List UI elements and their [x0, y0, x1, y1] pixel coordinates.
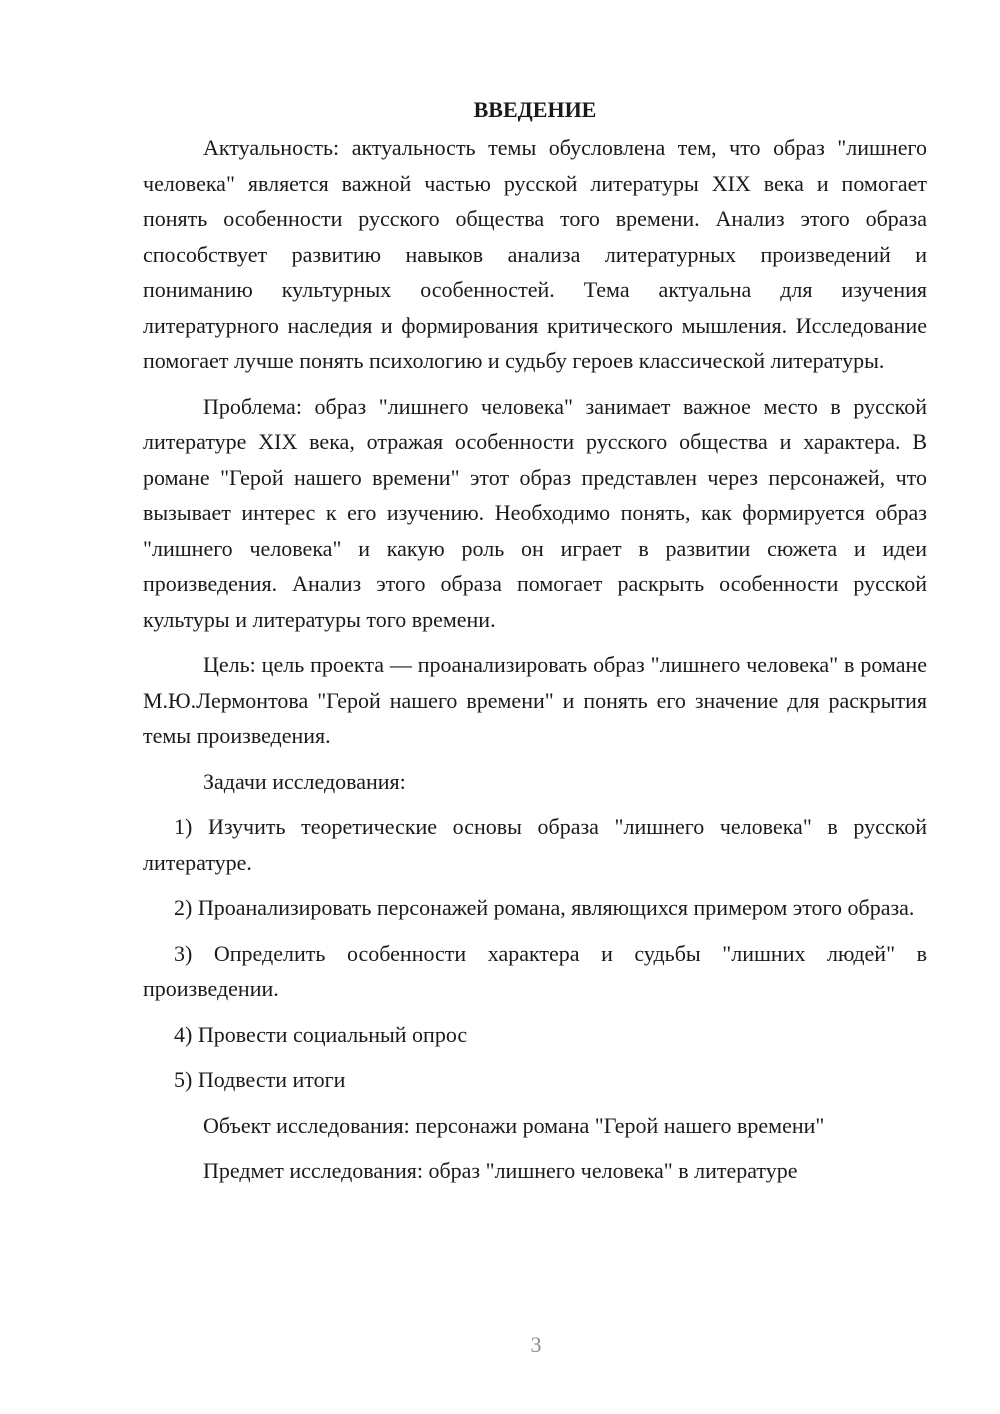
research-object: Объект исследования: персонажи романа "Герой нашего времени" — [203, 1112, 825, 1138]
task-item-2: 2) Проанализировать персонажей романа, являющихся примером этого образа. — [174, 895, 915, 920]
page-number: 3 — [530, 1332, 542, 1357]
relevance-paragraph: Актуальность: актуальность темы обусловлена тем, что образ "лишнего человека" является важной частью русской литературы XIX века и помогает понять особенности русского общества того времени. Анализ этого образа способствует развитию навыков анализа литературных произведений и пониманию культурных особенностей. Тема актуальна для изучения литературного наследия и формирования критического мышления. Исследование помогает лучше понять психологию и судьбу героев классической литературы. — [143, 135, 927, 373]
goal-paragraph: Цель: цель проекта — проанализировать образ "лишнего человека" в романе М.Ю.Лермонтова "Герой нашего времени" и понять его значение для раскрытия темы произведения. — [143, 652, 927, 748]
task-item-4: 4) Провести социальный опрос — [174, 1021, 468, 1047]
task-item-1: 1) Изучить теоретические основы образа "лишнего человека" в русской литературе. — [143, 814, 927, 875]
page-content — [143, 92, 927, 1199]
task-item-5: 5) Подвести итоги — [174, 1067, 346, 1092]
page-title: ВВЕДЕНИЕ — [473, 97, 597, 122]
research-subject: Предмет исследования: образ "лишнего человека" в литературе — [203, 1158, 798, 1183]
task-item-3: 3) Определить особенности характера и судьбы "лишних людей" в произведении. — [143, 940, 927, 1001]
problem-paragraph: Проблема: образ "лишнего человека" занимает важное место в русской литературе XIX века, отражая особенности русского общества и характера. В романе "Герой нашего времени" этот образ представлен через персонажей, что вызывает интерес к его изучению. Необходимо понять, как формируется образ "лишнего человека" и какую роль он играет в развитии сюжета и идеи произведения. Анализ этого образа помогает раскрыть особенности русской культуры и литературы того времени. — [143, 393, 927, 632]
tasks-heading: Задачи исследования: — [203, 768, 406, 794]
